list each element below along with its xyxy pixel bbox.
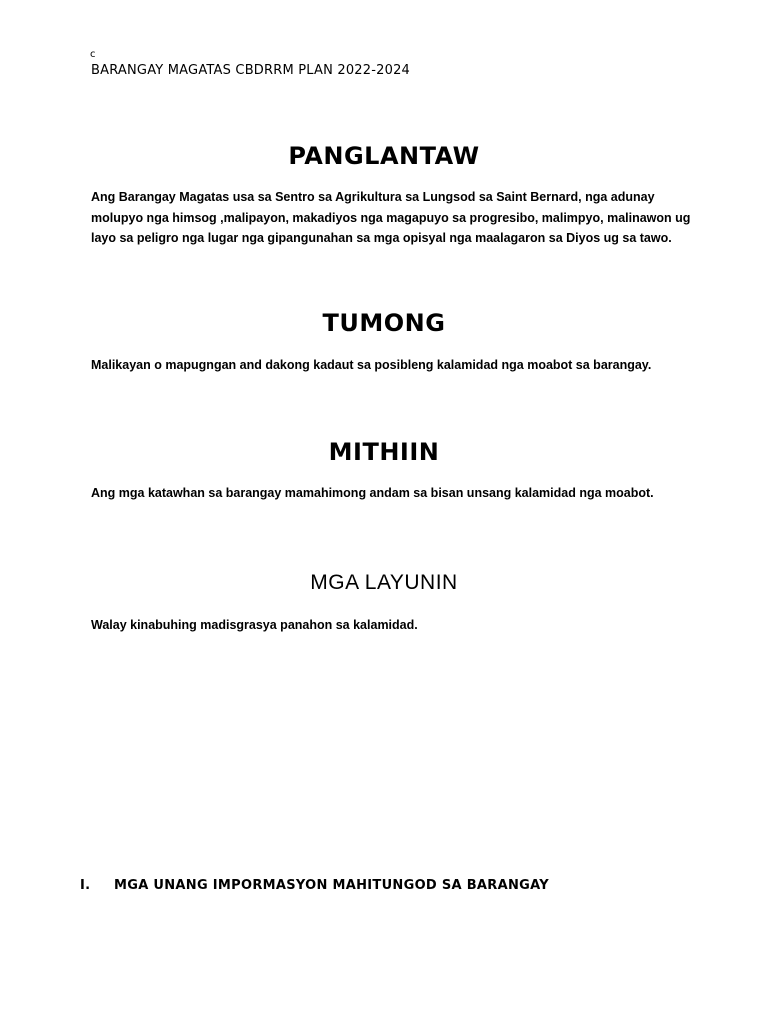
chapter-heading: [80, 877, 549, 895]
heading-mga-layunin: MGA LAYUNIN: [310, 571, 458, 594]
paragraph-mga-layunin: Walay kinabuhing madisgrasya panahon sa kalamidad.: [91, 618, 418, 632]
heading-mithiin: MITHIIN: [328, 438, 440, 466]
paragraph-tumong: Malikayan o mapugngan and dakong kadaut sa posibleng kalamidad nga moabot sa barangay.: [91, 358, 652, 372]
chapter-title: MGA UNANG IMPORMASYON MAHITUNGOD SA BARANGAY: [114, 878, 549, 893]
chapter-number: I.: [80, 878, 91, 893]
heading-tumong: TUMONG: [322, 309, 446, 337]
page-marker: c: [90, 49, 96, 60]
paragraph-panglantaw: Ang Barangay Magatas usa sa Sentro sa Agrikultura sa Lungsod sa Saint Bernard, nga adunay molupyo nga himsog ,malipayon, makadiyos nga magapuyo sa progresibo, malimpyo, malinawon ug layo sa peligro nga lugar nga gipangunahan sa mga opisyal nga maalagaron sa Diyos ug sa tawo.: [91, 190, 691, 245]
paragraph-mithiin: Ang mga katawhan sa barangay mamahimong andam sa bisan unsang kalamidad nga moabot.: [91, 486, 654, 500]
heading-panglantaw: PANGLANTAW: [288, 142, 480, 170]
document-header-title: BARANGAY MAGATAS CBDRRM PLAN 2022-2024: [91, 63, 411, 78]
